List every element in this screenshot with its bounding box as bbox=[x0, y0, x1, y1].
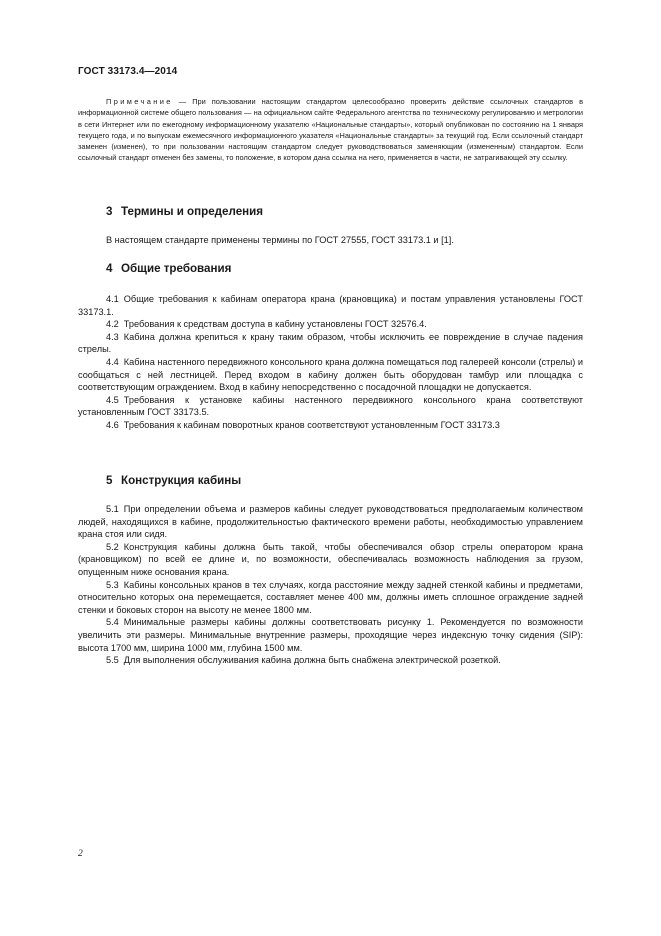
paragraph-4-1: 4.1 Общие требования к кабинам оператора крана (крановщика) и постам управления установлены ГОСТ 33173.1. bbox=[78, 294, 583, 317]
section-5-body bbox=[78, 503, 583, 667]
note-label: Примечание bbox=[106, 97, 173, 106]
paragraph-4-5: 4.5 Требования к установке кабины настенного передвижного консольного крана соответствуют установленным ГОСТ 33173.5. bbox=[78, 394, 583, 418]
note-block bbox=[78, 96, 583, 164]
section-3-heading bbox=[106, 205, 263, 218]
section-title: Конструкция кабины bbox=[121, 474, 242, 487]
section-4-body bbox=[78, 293, 583, 432]
section-3-body bbox=[78, 234, 583, 247]
note-text: — При пользовании настоящим стандартом целесообразно проверить действие ссылочных стандартов в информационной системе общего пользования — на официальном сайте Федерального агентства по техническому регулированию и метрологии в сети Интернет или по ежегодному информационному указателю «Национальные стандарты», который опубликован по состоянию на 1 января текущего года, и по выпускам ежемесячного информационного указателя «Национальные стандарты» за текущий год. Если ссылочный стандарт заменен (изменен), то при пользовании настоящим стандартом следует руководствоваться заменяющим (измененным) стандартом. Если ссылочный стандарт отменен без замены, то положение, в котором дана ссылка на него, применяется в части, не затрагивающей эту ссылку. bbox=[78, 97, 583, 163]
section-5-heading bbox=[106, 474, 241, 487]
paragraph-4-4: 4.4 Кабина настенного передвижного консольного крана должна помещаться под галереей консоли (стрелы) и сообщаться с ней лестницей. Перед входом в кабину должен быть оборудован тамбур или площадка с соответствующим ограждением. Вход в кабину непосредственно с посадочной площадки не допускается. bbox=[78, 356, 583, 393]
paragraph-5-1: 5.1 При определении объема и размеров кабины следует руководствоваться предполагаемым количеством людей, находящихся в кабине, продолжительностью фактического времени работы, необходимостью управлением крана стоя или сидя. bbox=[78, 504, 583, 540]
paragraph-4-6: 4.6 Требования к кабинам поворотных кранов соответствуют установленным ГОСТ 33173.3 bbox=[106, 419, 500, 430]
paragraph-5-3: 5.3 Кабины консольных кранов в тех случаях, когда расстояние между задней стенкой кабины и предметами, относительно которых она перемещается, составляет менее 400 мм, должны иметь сплошное ограждение задней стенки и боковых сторон на высоту не менее 1800 мм. bbox=[78, 579, 583, 615]
paragraph-4-2: 4.2 Требования к средствам доступа в кабину установлены ГОСТ 32576.4. bbox=[106, 319, 427, 330]
paragraph-5-5: 5.5 Для выполнения обслуживания кабина должна быть снабжена электрической розеткой. bbox=[106, 655, 501, 666]
paragraph-5-2: 5.2 Конструкция кабины должна быть такой, чтобы обеспечивался обзор стрелы оператором крана (крановщиком) по всей ее длине и, по возможности, обеспечивалась возможность наблюдения за грузом, опущенным ниже основания крана. bbox=[78, 541, 583, 577]
document-header: ГОСТ 33173.4—2014 bbox=[78, 66, 178, 77]
paragraph-4-3: 4.3 Кабина должна крепиться к крану таким образом, чтобы исключить ее повреждение в случае падения стрелы. bbox=[78, 331, 583, 355]
section-number: 5 bbox=[106, 474, 113, 487]
paragraph-5-4: 5.4 Минимальные размеры кабины должны соответствовать рисунку 1. Рекомендуется по возможности увеличить эти размеры. Минимальные внутренние размеры, проходящие через индексную точку сидения (SIP): высота 1700 мм, ширина 1000 мм, глубина 1500 мм. bbox=[78, 617, 583, 653]
section-title: Термины и определения bbox=[121, 205, 264, 218]
section-number: 3 bbox=[106, 205, 113, 218]
section-4-heading bbox=[106, 262, 231, 275]
section-number: 4 bbox=[106, 262, 113, 275]
page-number: 2 bbox=[78, 849, 83, 859]
section-title: Общие требования bbox=[121, 262, 232, 275]
paragraph: В настоящем стандарте применены термины по ГОСТ 27555, ГОСТ 33173.1 и [1]. bbox=[106, 235, 454, 245]
